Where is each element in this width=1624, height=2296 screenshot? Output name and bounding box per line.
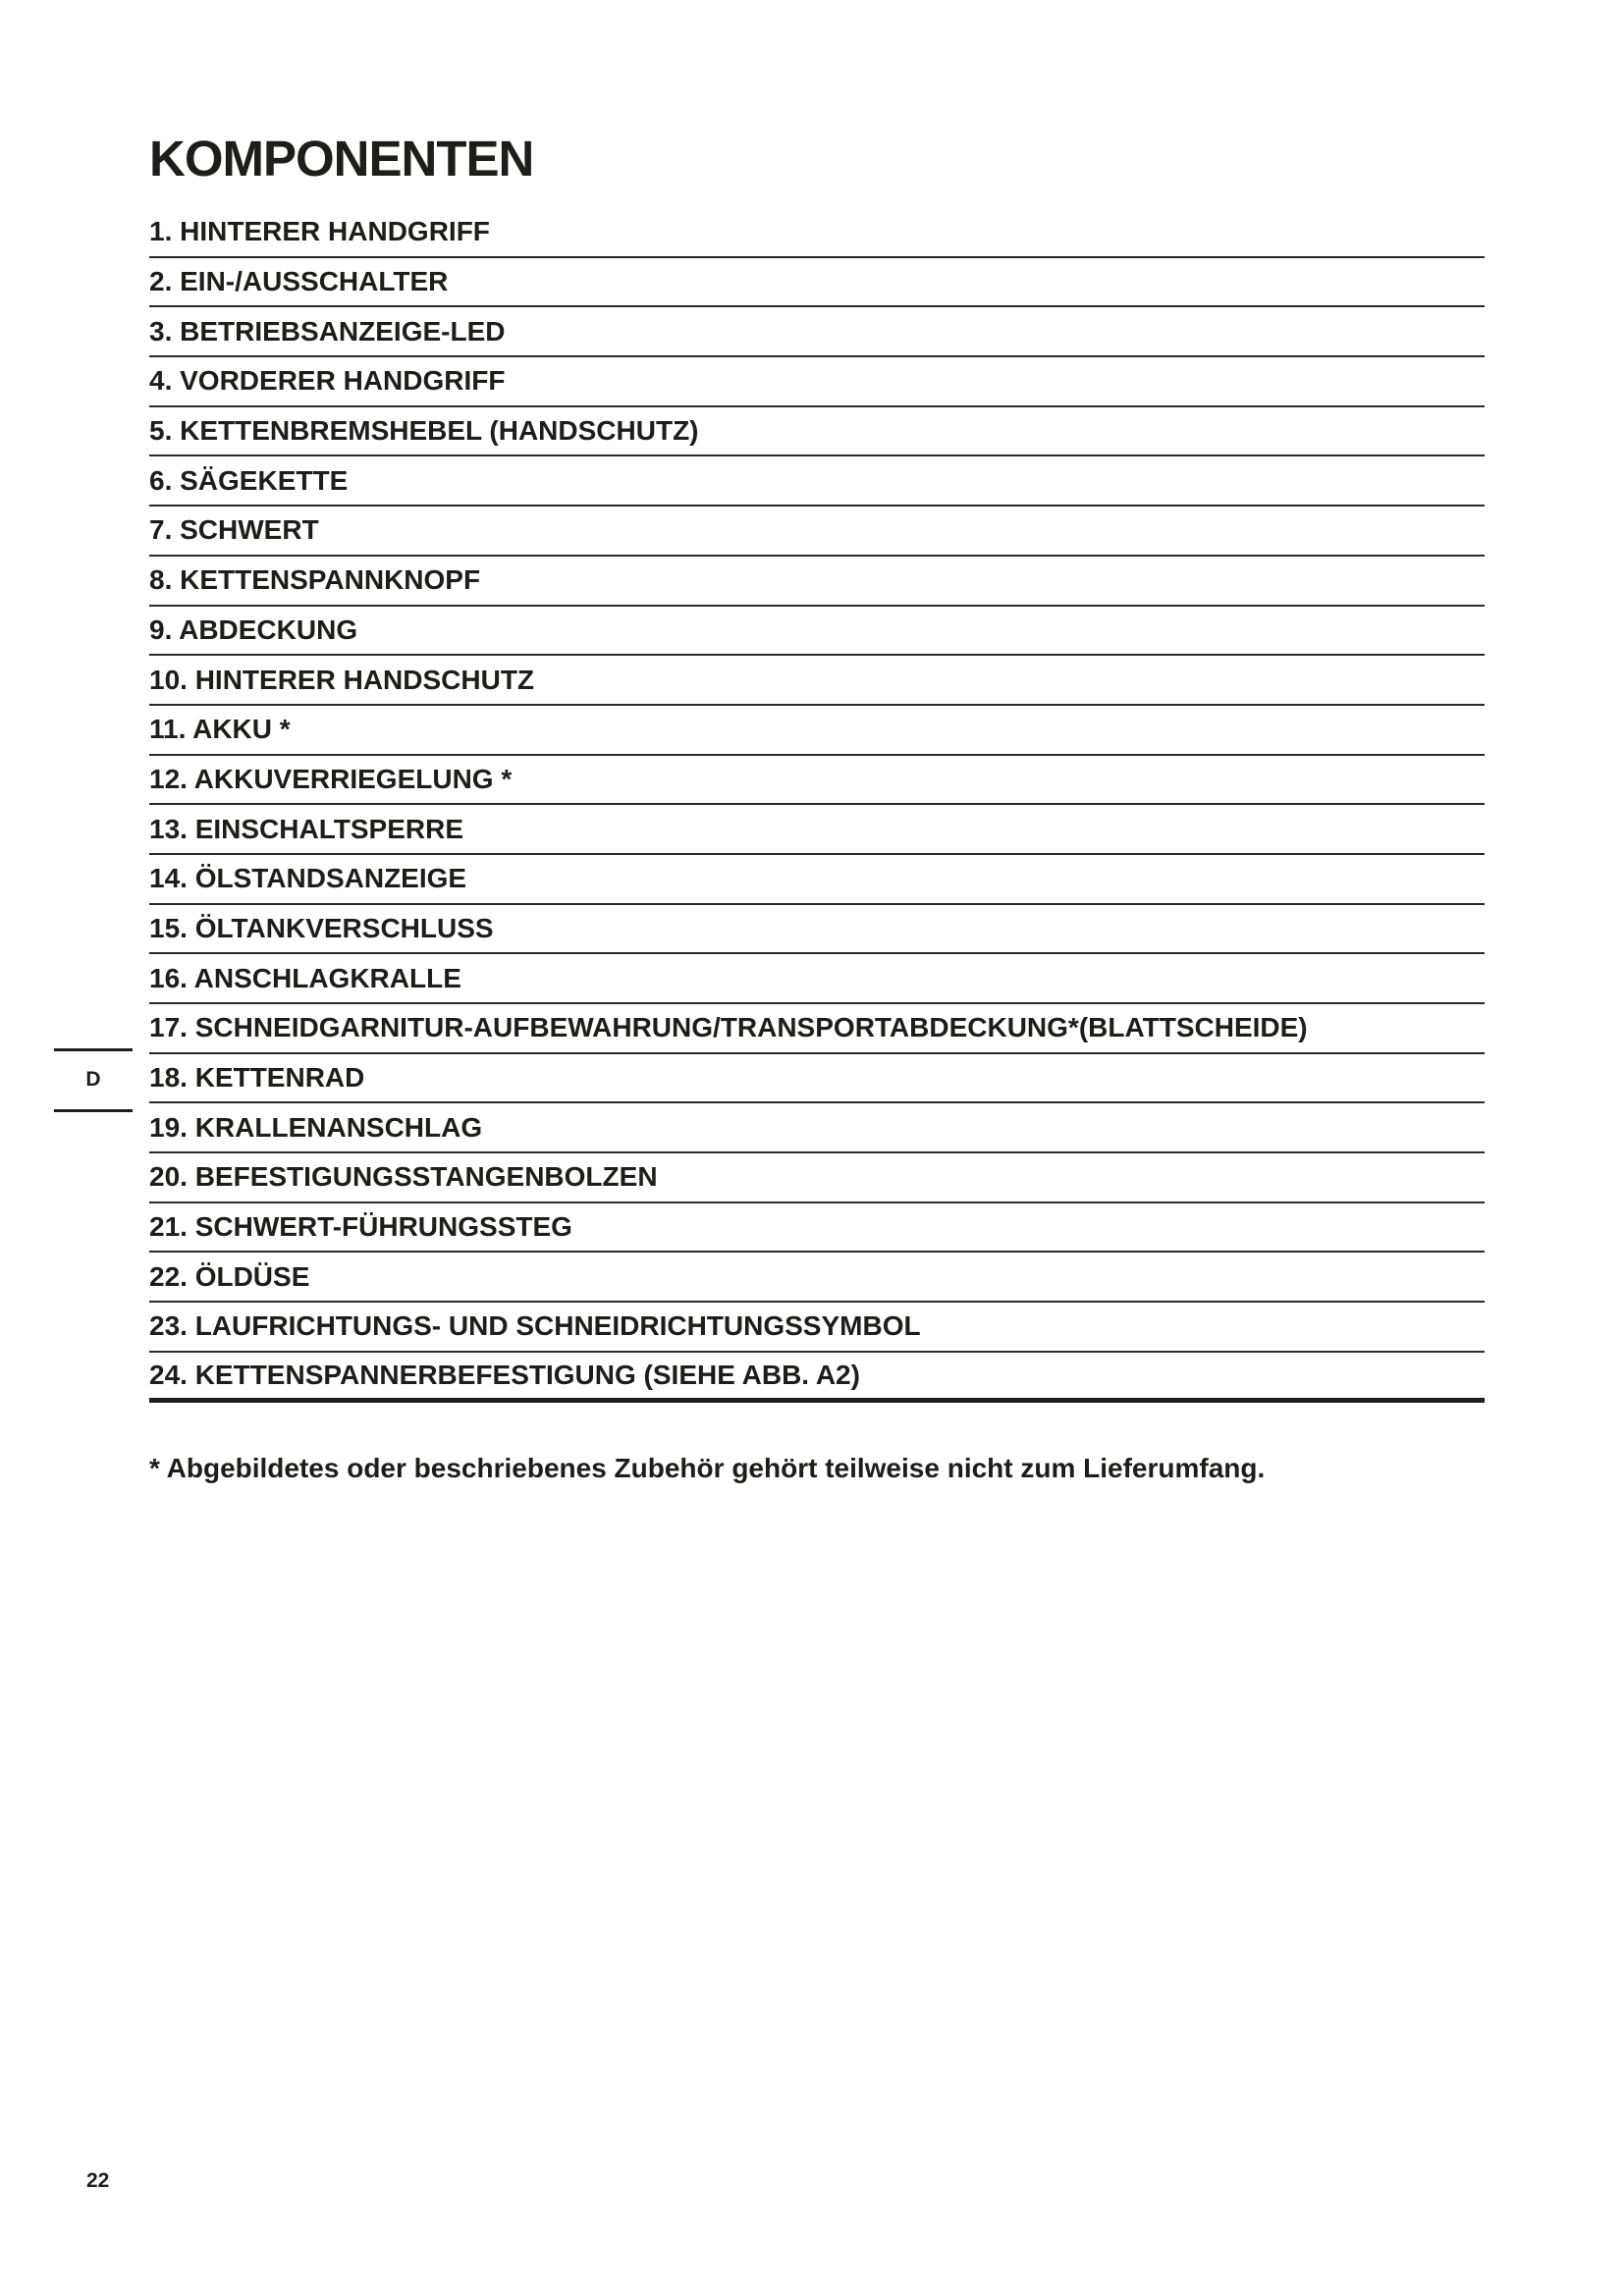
component-item: 19. KRALLENANSCHLAG [149, 1103, 1485, 1153]
component-list [149, 208, 1485, 1403]
component-item: 20. BEFESTIGUNGSSTANGENBOLZEN [149, 1153, 1485, 1203]
component-item: 11. AKKU * [149, 706, 1485, 756]
component-item: 10. HINTERER HANDSCHUTZ [149, 656, 1485, 706]
component-item: 8. KETTENSPANNKNOPF [149, 557, 1485, 607]
component-item: 15. ÖLTANKVERSCHLUSS [149, 905, 1485, 955]
component-item: 2. EIN-/AUSSCHALTER [149, 258, 1485, 308]
component-item: 4. VORDERER HANDGRIFF [149, 357, 1485, 407]
component-item: 18. KETTENRAD [149, 1054, 1485, 1104]
footnote: * Abgebildetes oder beschriebenes Zubehör gehört teilweise nicht zum Lieferumfang. [149, 1453, 1266, 1483]
component-item: 24. KETTENSPANNERBEFESTIGUNG (SIEHE ABB. A2) [149, 1353, 1485, 1403]
language-marker-top-rule [54, 1048, 133, 1051]
language-marker [54, 1048, 133, 1113]
component-item: 5. KETTENBREMSHEBEL (HANDSCHUTZ) [149, 407, 1485, 457]
component-item: 21. SCHWERT-FÜHRUNGSSTEG [149, 1203, 1485, 1254]
component-item: 3. BETRIEBSANZEIGE-LED [149, 307, 1485, 357]
page-number: 22 [86, 2169, 110, 2192]
component-item: 16. ANSCHLAGKRALLE [149, 954, 1485, 1004]
component-item: 12. AKKUVERRIEGELUNG * [149, 756, 1485, 806]
component-item: 17. SCHNEIDGARNITUR-AUFBEWAHRUNG/TRANSPORTABDECKUNG*(BLATTSCHEIDE) [149, 1004, 1485, 1054]
component-item: 22. ÖLDÜSE [149, 1253, 1485, 1303]
language-marker-label: D [85, 1068, 101, 1091]
component-item: 6. SÄGEKETTE [149, 456, 1485, 507]
page-title: KOMPONENTEN [149, 131, 534, 187]
component-item: 14. ÖLSTANDSANZEIGE [149, 855, 1485, 905]
language-marker-bottom-rule [54, 1109, 133, 1112]
component-item: 9. ABDECKUNG [149, 607, 1485, 657]
component-item: 23. LAUFRICHTUNGS- UND SCHNEIDRICHTUNGSSYMBOL [149, 1303, 1485, 1353]
component-item: 7. SCHWERT [149, 507, 1485, 557]
component-item: 13. EINSCHALTSPERRE [149, 805, 1485, 855]
component-item: 1. HINTERER HANDGRIFF [149, 208, 1485, 258]
